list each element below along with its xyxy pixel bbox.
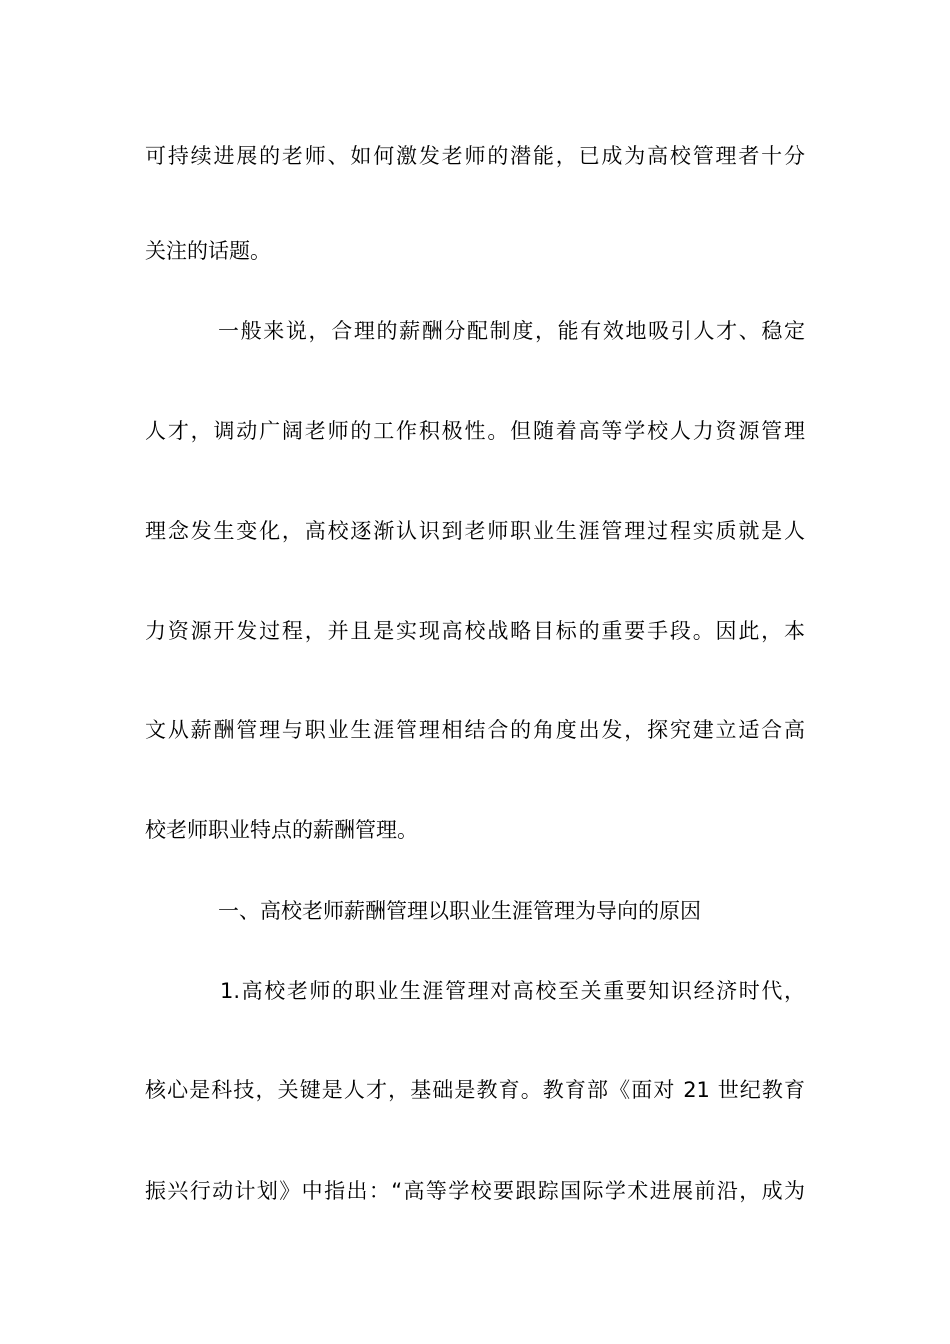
- paragraph-line: 一般来说，合理的薪酬分配制度，能有效地吸引人才、稳定: [218, 319, 805, 343]
- paragraph-line: 核心是科技，关键是人才，基础是教育。教育部《面对 21 世纪教育: [145, 1078, 805, 1102]
- paragraph-line: 文从薪酬管理与职业生涯管理相结合的角度出发，探究建立适合高: [145, 718, 805, 742]
- paragraph-line: 关注的话题。: [145, 239, 271, 263]
- paragraph-line: 振兴行动计划》中指出：“高等学校要跟踪国际学术进展前沿，成为: [145, 1179, 805, 1203]
- paragraph-line: 人才，调动广阔老师的工作积极性。但随着高等学校人力资源管理: [145, 419, 805, 443]
- section-heading: 一、高校老师薪酬管理以职业生涯管理为导向的原因: [218, 899, 701, 923]
- paragraph-line: 可持续进展的老师、如何激发老师的潜能，已成为高校管理者十分: [145, 144, 805, 168]
- paragraph-line: 校老师职业特点的薪酬管理。: [145, 818, 418, 842]
- paragraph-line: 力资源开发过程，并且是实现高校战略目标的重要手段。因此，本: [145, 619, 805, 643]
- paragraph-line: 1.高校老师的职业生涯管理对高校至关重要知识经济时代，: [220, 979, 805, 1003]
- paragraph-line: 理念发生变化，高校逐渐认识到老师职业生涯管理过程实质就是人: [145, 519, 805, 543]
